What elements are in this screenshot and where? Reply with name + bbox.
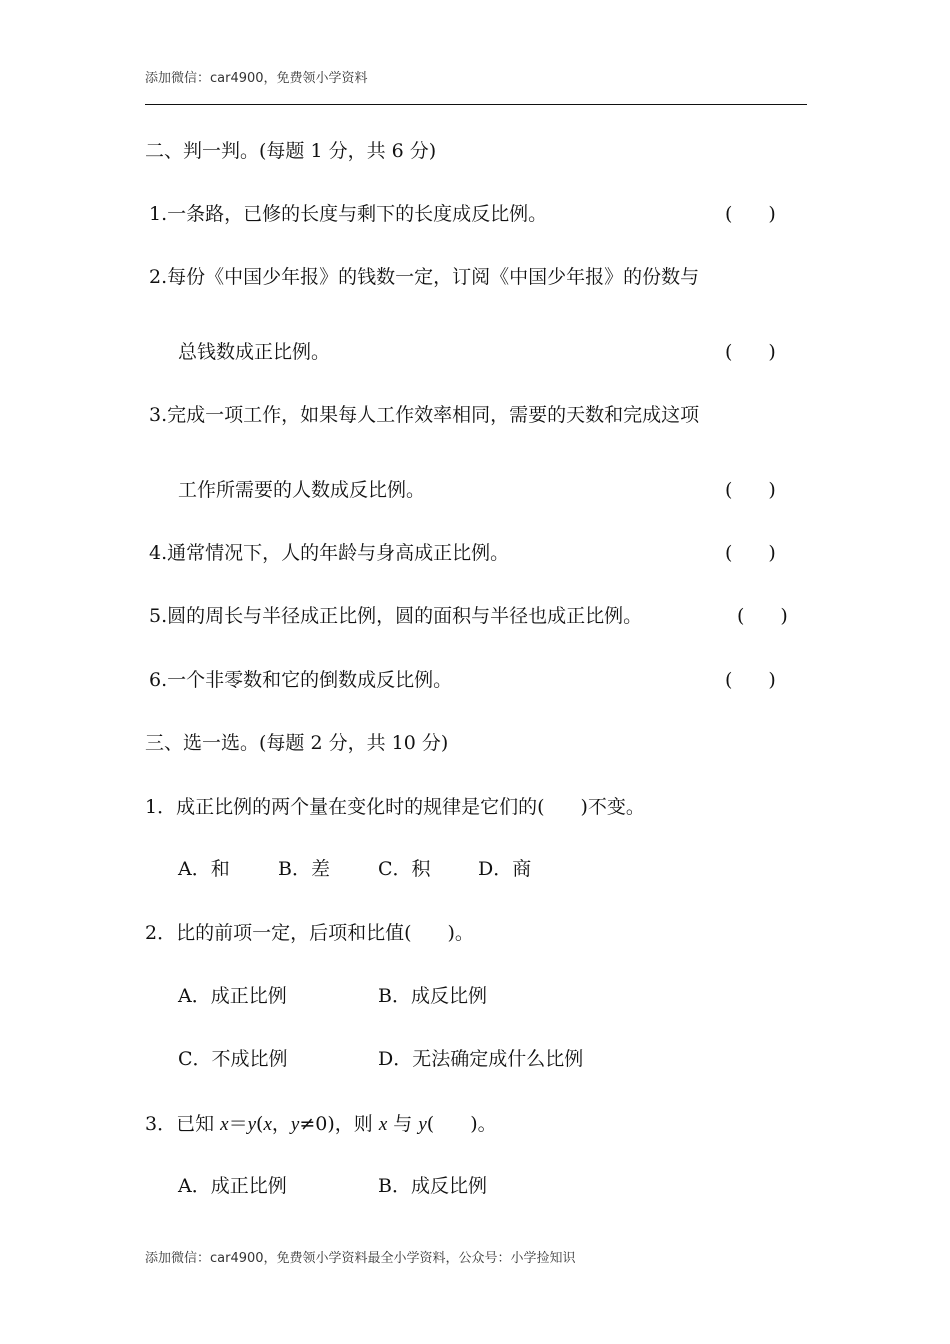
var-y: y: [247, 1114, 257, 1135]
with-text: 与: [387, 1113, 419, 1135]
var-x: x: [263, 1114, 272, 1135]
question-text-end: )。: [470, 1113, 497, 1135]
judge-item-1: 1.一条路，已修的长度与剩下的长度成反比例。: [149, 203, 548, 225]
judge-item-6: 6.一个非零数和它的倒数成反比例。: [149, 669, 453, 691]
paren-open: (: [725, 479, 733, 501]
paren-close: ): [780, 605, 788, 627]
equals-sign: ＝: [228, 1113, 248, 1135]
judge-item-3-cont: 工作所需要的人数成反比例。: [178, 479, 426, 501]
var-x: x: [220, 1114, 229, 1135]
judge-item-2-cont: 总钱数成正比例。: [178, 341, 331, 363]
question-text-end: )不变。: [580, 796, 645, 818]
paren-open: (: [737, 605, 745, 627]
answer-blank-1[interactable]: [725, 202, 776, 226]
section-3-title: 三、选一选。(每题 2 分，共 10 分): [145, 732, 449, 754]
q2-option-b[interactable]: B．成反比例: [378, 985, 487, 1007]
q3-option-a[interactable]: A．成正比例: [178, 1175, 287, 1197]
judge-item-4: 4.通常情况下，人的年龄与身高成正比例。: [149, 542, 510, 564]
answer-blank-2[interactable]: [725, 340, 776, 364]
paren-close: ): [768, 341, 776, 363]
paren-open: (: [725, 341, 733, 363]
page-footer: 添加微信：car4900，免费领小学资料最全小学资料，公众号：小学捡知识: [145, 1251, 576, 1266]
q2-option-c[interactable]: C．不成比例: [178, 1048, 288, 1070]
question-text: 1．成正比例的两个量在变化时的规律是它们的(: [145, 796, 545, 818]
q1-option-d[interactable]: D．商: [478, 858, 532, 880]
var-x: x: [378, 1114, 388, 1135]
question-text-end: )。: [447, 922, 474, 944]
paren-close: ): [768, 203, 776, 225]
page-header: 添加微信：car4900，免费领小学资料: [145, 71, 368, 86]
judge-item-3: 3.完成一项工作，如果每人工作效率相同，需要的天数和完成这项: [149, 404, 700, 426]
condition-text: ≠0)，则: [299, 1113, 379, 1135]
question-text: 2．比的前项一定，后项和比值(: [145, 922, 412, 944]
q1-option-c[interactable]: C．积: [378, 858, 431, 880]
paren-open: (: [725, 542, 733, 564]
comma: ，: [271, 1113, 291, 1135]
q1-option-b[interactable]: B．差: [278, 858, 330, 880]
choice-question-1: [145, 795, 645, 819]
choice-question-2: [145, 921, 474, 945]
paren-open: (: [725, 203, 733, 225]
answer-blank-5[interactable]: [737, 604, 788, 628]
q3-option-b[interactable]: B．成反比例: [378, 1175, 487, 1197]
paren-close: ): [768, 479, 776, 501]
paren-open: (: [725, 669, 733, 691]
answer-blank-6[interactable]: [725, 668, 776, 692]
q2-option-d[interactable]: D．无法确定成什么比例: [378, 1048, 584, 1070]
judge-item-5: 5.圆的周长与半径成正比例，圆的面积与半径也成正比例。: [149, 605, 643, 627]
var-y: y: [418, 1114, 427, 1135]
q2-option-a[interactable]: A．成正比例: [178, 985, 287, 1007]
section-2-title: 二、判一判。(每题 1 分，共 6 分): [145, 140, 437, 162]
judge-item-2: 2.每份《中国少年报》的钱数一定，订阅《中国少年报》的份数与: [149, 266, 700, 288]
var-y: y: [290, 1114, 300, 1135]
paren-close: ): [768, 542, 776, 564]
paren-close: ): [768, 669, 776, 691]
answer-blank-4[interactable]: [725, 541, 776, 565]
header-divider: [145, 104, 807, 105]
answer-blank-3[interactable]: [725, 478, 776, 502]
choice-question-3: [145, 1112, 497, 1137]
paren-open: (: [426, 1113, 435, 1135]
q1-option-a[interactable]: A．和: [178, 858, 230, 880]
question-text: 3．已知: [145, 1113, 221, 1135]
paren-open: (: [256, 1113, 264, 1135]
